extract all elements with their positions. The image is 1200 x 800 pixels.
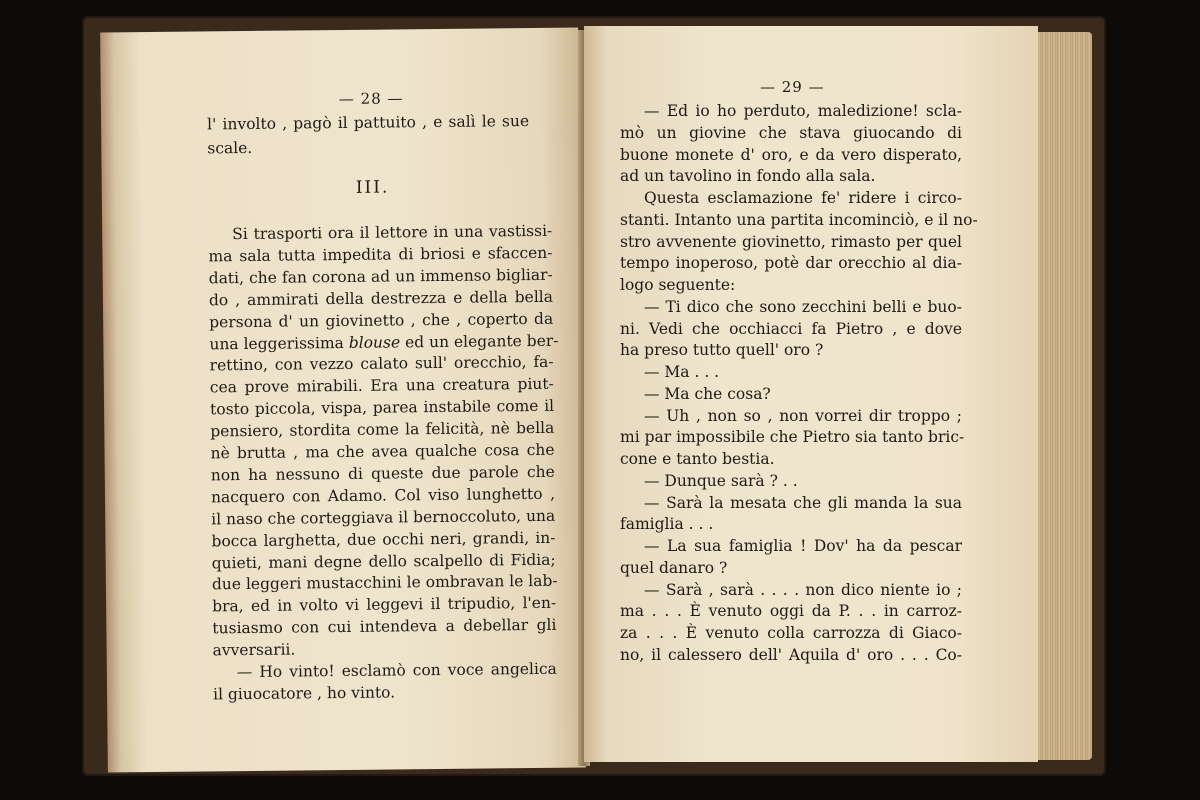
text-line: do , ammirati della destrezza e della bella [208, 287, 554, 310]
text-line: rettino, con vezzo calato sull' orecchio, fa- [209, 353, 554, 375]
text-line: l' involto , pagò il pattuito , e salì le sue [207, 112, 530, 134]
text-line: — Sarà la mesata che gli manda la sua [644, 493, 962, 512]
text-line: cea prove mirabili. Era una creatura piut- [209, 375, 554, 397]
text-line: stro avvenente giovinetto, rimasto per quel [620, 232, 962, 251]
text-line: za . . . È venuto colla carrozza di Giaco- [620, 624, 962, 642]
text-line: Questa esclamazione fe' ridere i circo- [644, 189, 962, 207]
text-line: — Ed io ho perduto, maledizione! scla- [644, 102, 962, 120]
text-line: una leggerissima blouse ed un elegante ber- [209, 331, 559, 353]
text-line: buone monete d' oro, e da vero disperato, [620, 145, 962, 164]
text-line: bocca larghetta, due occhi neri, grandi, in- [211, 528, 556, 550]
text-line: — Ma che cosa? [644, 384, 771, 403]
text-line: il giuocatore , ho vinto. [212, 683, 396, 704]
text-line: ad un tavolino in fondo alla sala. [620, 167, 876, 186]
text-line: pensiero, stordita come la felicità, nè bella [210, 418, 555, 441]
text-line: logo seguente: [620, 276, 736, 294]
text-line: ma . . . È venuto oggi da P. . . in carroz- [620, 602, 962, 621]
text-line: nè brutta , ma che avea qualche cosa che [210, 440, 555, 463]
text-line: — Dunque sarà ? . . [644, 471, 798, 490]
text-line: famiglia . . . [620, 515, 714, 534]
text-line: — Ma . . . [644, 363, 720, 381]
page-number: — 29 — [760, 78, 825, 96]
text-line: persona d' un giovinetto , che , coperto da [209, 309, 554, 331]
text-line: quieti, mani degne dello scalpello di Fidia; [211, 550, 556, 572]
text-line: ha preso tutto quell' oro ? [620, 341, 824, 360]
text-line: mò un giovine che stava giuocando di [620, 123, 962, 142]
text-line: stanti. Intanto una partita incominciò, e il no- [620, 210, 978, 229]
text-line: quel danaro ? [620, 558, 728, 577]
text-line: bra, ed in volto vi leggevi il tripudio, l'en- [212, 594, 557, 616]
text-line: cone e tanto bestia. [620, 450, 775, 468]
text-line: ni. Vedi che occhiacci fa Pietro , e dove [620, 319, 962, 338]
text-line: dati, che fan corona ad un immenso bigliar- [208, 265, 553, 288]
text-line: due leggeri mustacchini le ombravan le lab- [211, 572, 558, 594]
text-line: — Ti dico che sono zecchini belli e buo- [644, 297, 962, 316]
text-line: scale. [207, 138, 253, 158]
left-page [100, 28, 586, 773]
page-edges [1036, 32, 1092, 760]
text-line: — Uh , non so , non vorrei dir troppo ; [644, 406, 962, 425]
text-line: Si trasporti ora il lettore in una vastissi- [232, 221, 553, 244]
right-page [584, 26, 1038, 762]
text-line: — La sua famiglia ! Dov' ha da pescar [644, 537, 962, 555]
text-line: il naso che corteggiava il bernoccoluto, una [211, 506, 556, 529]
text-line: ma sala tutta impedita di briosi e sfaccen- [208, 243, 553, 266]
text-line: no, il calessero dell' Aquila d' oro . . . Co- [620, 645, 962, 664]
text-line: non ha nessuno di queste due parole che [210, 462, 555, 485]
text-line: tusiasmo con cui intendeva a debellar gli [212, 615, 557, 638]
text-line: tempo inoperoso, potè dar orecchio al dia- [620, 254, 962, 273]
text-line: mi par impossibile che Pietro sia tanto bric- [620, 428, 965, 447]
page-number: — 28 — [338, 89, 404, 109]
text-line: — Sarà , sarà . . . . non dico niente io ; [644, 580, 962, 599]
text-line: nacquero con Adamo. Col viso lunghetto , [210, 484, 556, 507]
text-line: avversarii. [212, 640, 296, 660]
text-line: tosto piccola, vispa, parea instabile come il [209, 396, 555, 419]
section-heading: III. [355, 177, 390, 198]
text-line: — Ho vinto! esclamò con voce angelica [236, 659, 557, 682]
